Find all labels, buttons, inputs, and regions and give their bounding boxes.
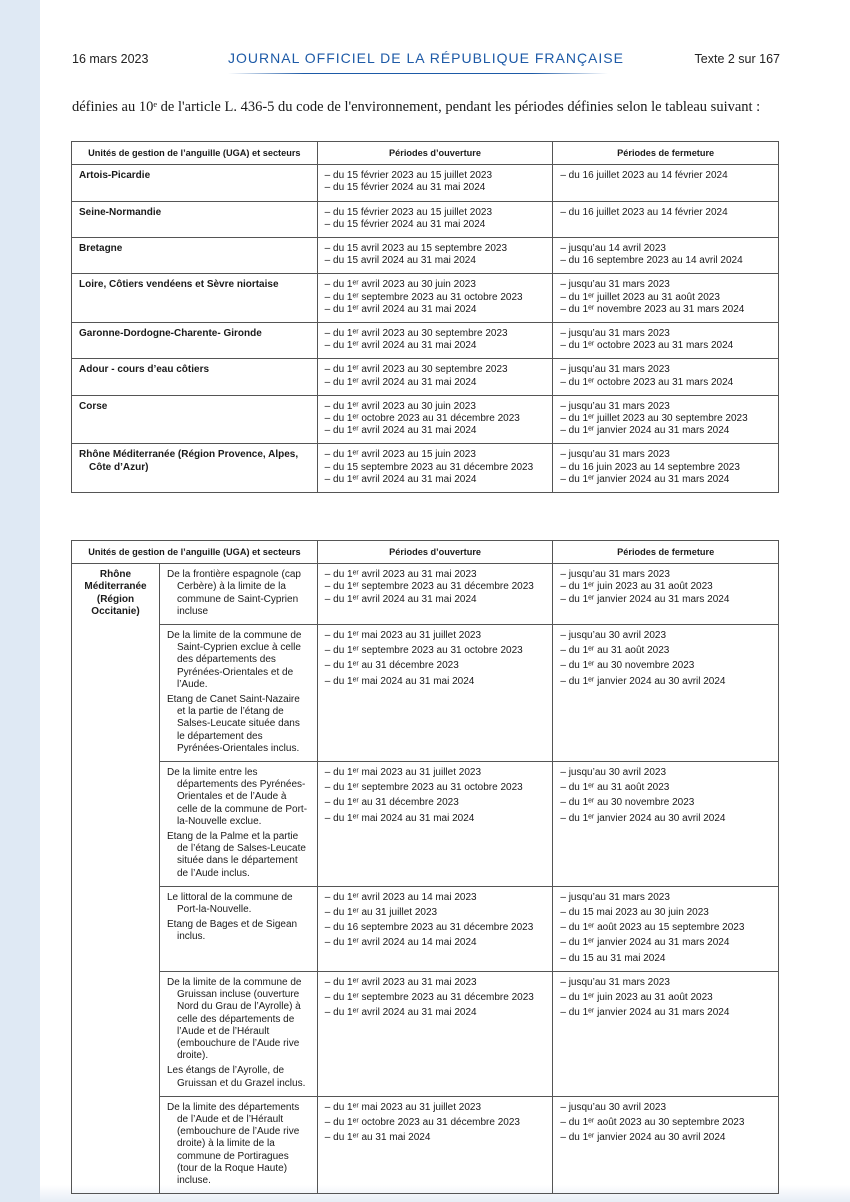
period-line: – du 1ᵉʳ mai 2024 au 31 mai 2024 (324, 675, 475, 687)
table-row (72, 323, 779, 359)
period-line: – du 15 février 2024 au 31 mai 2024 (324, 182, 486, 194)
closing-periods-cell (553, 564, 779, 625)
header-rule (228, 73, 608, 74)
opening-periods-cell (317, 238, 553, 274)
opening-periods-cell (317, 1096, 553, 1193)
table-row (72, 625, 779, 762)
period-line: – du 1ᵉʳ avril 2024 au 31 mai 2024 (324, 376, 477, 388)
opening-periods-cell (317, 201, 553, 237)
period-line: – jusqu’au 30 avril 2023 (560, 767, 667, 779)
period-line: – du 1ᵉʳ avril 2024 au 31 mai 2024 (324, 303, 477, 315)
period-line: – du 1ᵉʳ juin 2023 au 31 août 2023 (560, 992, 713, 1004)
closing-periods-cell (553, 886, 779, 971)
unit-name: Adour - cours d’eau côtiers (79, 364, 210, 376)
table-row (72, 886, 779, 971)
sector-description: De la limite des départements de l’Aude et de l’Hérault (embouchure de l’Aude rive droite) à la limite de la commune de Portiragues (tour de la Roque Haute) incluse. (166, 1101, 300, 1186)
period-line: – du 1ᵉʳ mai 2024 au 31 mai 2024 (324, 812, 475, 824)
period-line: – jusqu’au 30 avril 2023 (560, 630, 667, 642)
period-line: – du 1ᵉʳ janvier 2024 au 31 mars 2024 (560, 593, 730, 605)
period-line: – du 15 au 31 mai 2024 (560, 952, 666, 964)
sector-description: De la frontière espagnole (cap Cerbère) à la limite de la commune de Saint-Cyprien incluse (166, 569, 301, 617)
unit-name: Rhône Méditerranée (Région Provence, Alpes, Côte d’Azur) (79, 449, 299, 473)
unit-cell (72, 444, 318, 493)
closing-periods-cell (553, 165, 779, 201)
unit-name: Seine-Normandie (79, 206, 162, 218)
opening-periods-cell (317, 395, 553, 444)
period-line: – du 15 février 2023 au 15 juillet 2023 (324, 206, 493, 218)
period-line: – du 1ᵉʳ au 31 août 2023 (560, 645, 670, 657)
period-line: – du 15 mai 2023 au 30 juin 2023 (560, 907, 709, 919)
period-line: – du 1ᵉʳ juin 2023 au 31 août 2023 (560, 581, 713, 593)
period-line: – du 1ᵉʳ août 2023 au 15 septembre 2023 (560, 922, 745, 934)
period-line: – du 15 février 2024 au 31 mai 2024 (324, 218, 486, 230)
header-date: 16 mars 2023 (72, 52, 149, 66)
table-uga-2 (71, 540, 779, 1194)
sector-cell (159, 886, 317, 971)
opening-periods-cell (317, 625, 553, 762)
period-line: – du 1ᵉʳ septembre 2023 au 31 octobre 2023 (324, 782, 523, 794)
period-line: – du 1ᵉʳ septembre 2023 au 31 octobre 2023 (324, 291, 523, 303)
opening-periods-cell (317, 359, 553, 395)
sector-cell (159, 971, 317, 1096)
period-line: – jusqu’au 31 mars 2023 (560, 364, 670, 376)
unit-name: Artois-Picardie (79, 170, 151, 182)
page-header (72, 50, 780, 72)
closing-periods-cell (553, 201, 779, 237)
table-uga-1-body (72, 165, 779, 493)
period-line: – du 1ᵉʳ avril 2024 au 31 mai 2024 (324, 425, 477, 437)
period-line: – du 1ᵉʳ janvier 2024 au 31 mars 2024 (560, 1007, 730, 1019)
period-line: – du 1ᵉʳ avril 2023 au 30 juin 2023 (324, 279, 476, 291)
opening-periods-cell (317, 165, 553, 201)
opening-periods-cell (317, 971, 553, 1096)
period-line: – du 16 septembre 2023 au 14 avril 2024 (560, 255, 743, 267)
closing-periods-cell (553, 323, 779, 359)
period-line: – du 16 juillet 2023 au 14 février 2024 (560, 170, 728, 182)
unit-cell (72, 165, 318, 201)
period-line: – du 1ᵉʳ au 31 août 2023 (560, 782, 670, 794)
col-header-units: Unités de gestion de l’anguille (UGA) et secteurs (72, 541, 318, 564)
table-row (72, 274, 779, 323)
table-row (72, 444, 779, 493)
period-line: – du 1ᵉʳ août 2023 au 30 septembre 2023 (560, 1116, 745, 1128)
table-row (72, 238, 779, 274)
table-header-row (72, 541, 779, 564)
period-line: – du 1ᵉʳ avril 2024 au 31 mai 2024 (324, 340, 477, 352)
table-row (72, 165, 779, 201)
unit-cell (72, 395, 318, 444)
sector-description: Le littoral de la commune de Port-la-Nouvelle. (166, 891, 293, 916)
opening-periods-cell (317, 762, 553, 887)
period-line: – du 1ᵉʳ septembre 2023 au 31 décembre 2023 (324, 581, 534, 593)
period-line: – du 1ᵉʳ avril 2023 au 31 mai 2023 (324, 976, 477, 988)
period-line: – du 1ᵉʳ janvier 2024 au 30 avril 2024 (560, 1132, 726, 1144)
unit-cell (72, 201, 318, 237)
sector-description: Les étangs de l’Ayrolle, de Gruissan et du Grazel inclus. (166, 1065, 306, 1089)
period-line: – du 1ᵉʳ au 31 mai 2024 (324, 1132, 431, 1144)
sector-cell (159, 1096, 317, 1193)
period-line: – du 1ᵉʳ avril 2023 au 31 mai 2023 (324, 569, 477, 581)
period-line: – du 1ᵉʳ au 31 juillet 2023 (324, 907, 438, 919)
period-line: – du 1ᵉʳ octobre 2023 au 31 mars 2024 (560, 340, 734, 352)
period-line: – du 1ᵉʳ janvier 2024 au 30 avril 2024 (560, 675, 726, 687)
col-header-opening: Périodes d’ouverture (317, 142, 553, 165)
period-line: – du 1ᵉʳ avril 2024 au 31 mai 2024 (324, 473, 477, 485)
period-line: – du 1ᵉʳ janvier 2024 au 31 mars 2024 (560, 473, 730, 485)
period-line: – du 1ᵉʳ octobre 2023 au 31 décembre 2023 (324, 1116, 520, 1128)
period-line: – du 1ᵉʳ avril 2024 au 14 mai 2024 (324, 937, 477, 949)
opening-periods-cell (317, 564, 553, 625)
period-line: – jusqu’au 31 mars 2023 (560, 279, 670, 291)
sector-cell (159, 625, 317, 762)
table-row (72, 359, 779, 395)
period-line: – du 1ᵉʳ avril 2023 au 30 juin 2023 (324, 400, 476, 412)
closing-periods-cell (553, 274, 779, 323)
period-line: – du 1ᵉʳ octobre 2023 au 31 mars 2024 (560, 376, 734, 388)
period-line: – du 1ᵉʳ au 31 décembre 2023 (324, 797, 459, 809)
text-number: Texte 2 sur 167 (694, 52, 780, 66)
period-line: – du 15 septembre 2023 au 31 décembre 2023 (324, 461, 534, 473)
period-line: – du 15 avril 2023 au 15 septembre 2023 (324, 243, 508, 255)
period-line: – du 1ᵉʳ janvier 2024 au 31 mars 2024 (560, 425, 730, 437)
col-header-opening: Périodes d’ouverture (317, 541, 553, 564)
unit-cell (72, 323, 318, 359)
table-row (72, 395, 779, 444)
table-row (72, 201, 779, 237)
period-line: – du 1ᵉʳ septembre 2023 au 31 octobre 2023 (324, 645, 523, 657)
closing-periods-cell (553, 238, 779, 274)
opening-periods-cell (317, 274, 553, 323)
period-line: – du 1ᵉʳ au 30 novembre 2023 (560, 660, 695, 672)
sector-description: De la limite de la commune de Gruissan incluse (ouverture Nord du Grau de l’Ayrolle) à celle des départements de l’Aude et de l’Hérault (embouchure de l’Aude rive droite). (166, 976, 302, 1062)
col-header-units: Unités de gestion de l’anguille (UGA) et secteurs (72, 142, 318, 165)
unit-name: Corse (79, 400, 108, 412)
unit-name: Rhône Méditerranée (Région Occitanie) (84, 569, 147, 617)
unit-cell (72, 359, 318, 395)
period-line: – du 1ᵉʳ juillet 2023 au 30 septembre 2023 (560, 413, 748, 425)
table-row (72, 971, 779, 1096)
period-line: – jusqu’au 31 mars 2023 (560, 891, 670, 903)
intro-paragraph: définies au 10ᵉ de l'article L. 436-5 du code de l'environnement, pendant les périodes définies selon le tableau suivant : (72, 99, 761, 115)
sector-description: De la limite entre les départements des Pyrénées-Orientales et de l’Aude à celle de la commune de Port-la-Nouvelle exclue. (166, 767, 308, 827)
table-row (72, 1096, 779, 1193)
period-line: – jusqu’au 30 avril 2023 (560, 1101, 667, 1113)
period-line: – du 1ᵉʳ avril 2023 au 15 juin 2023 (324, 449, 476, 461)
unit-cell (72, 564, 160, 1194)
period-line: – du 1ᵉʳ octobre 2023 au 31 décembre 2023 (324, 413, 520, 425)
col-header-closing: Périodes de fermeture (553, 142, 779, 165)
table-uga-1 (71, 141, 779, 493)
period-line: – du 1ᵉʳ avril 2023 au 14 mai 2023 (324, 891, 477, 903)
period-line: – du 16 septembre 2023 au 31 décembre 2023 (324, 922, 534, 934)
sector-description: Etang de Canet Saint-Nazaire et la partie de l’étang de Salses-Leucate située dans le département des Pyrénées-Orientales inclus. (166, 694, 300, 754)
opening-periods-cell (317, 444, 553, 493)
period-line: – du 1ᵉʳ au 30 novembre 2023 (560, 797, 695, 809)
period-line: – du 1ᵉʳ mai 2023 au 31 juillet 2023 (324, 767, 482, 779)
period-line: – du 1ᵉʳ avril 2024 au 31 mai 2024 (324, 1007, 477, 1019)
period-line: – jusqu’au 31 mars 2023 (560, 449, 670, 461)
journal-title: JOURNAL OFFICIEL DE LA RÉPUBLIQUE FRANÇAISE (228, 50, 624, 66)
closing-periods-cell (553, 359, 779, 395)
sector-cell (159, 762, 317, 887)
period-line: – jusqu’au 31 mars 2023 (560, 328, 670, 340)
period-line: – du 15 février 2023 au 15 juillet 2023 (324, 170, 493, 182)
period-line: – du 1ᵉʳ mai 2023 au 31 juillet 2023 (324, 630, 482, 642)
period-line: – du 1ᵉʳ janvier 2024 au 31 mars 2024 (560, 937, 730, 949)
unit-name: Loire, Côtiers vendéens et Sèvre niortaise (79, 279, 279, 291)
period-line: – du 1ᵉʳ avril 2023 au 30 septembre 2023 (324, 364, 508, 376)
period-line: – jusqu’au 31 mars 2023 (560, 400, 670, 412)
unit-name: Bretagne (79, 243, 123, 255)
period-line: – jusqu’au 31 mars 2023 (560, 569, 670, 581)
period-line: – du 16 juillet 2023 au 14 février 2024 (560, 206, 728, 218)
opening-periods-cell (317, 323, 553, 359)
sector-description: Etang de Bages et de Sigean inclus. (166, 919, 298, 943)
period-line: – du 1ᵉʳ mai 2023 au 31 juillet 2023 (324, 1101, 482, 1113)
table-uga-2-body (72, 564, 779, 1194)
unit-cell (72, 274, 318, 323)
table-row (72, 762, 779, 887)
closing-periods-cell (553, 625, 779, 762)
unit-cell (72, 238, 318, 274)
period-line: – du 1ᵉʳ avril 2024 au 31 mai 2024 (324, 593, 477, 605)
period-line: – jusqu’au 14 avril 2023 (560, 243, 666, 255)
period-line: – du 1ᵉʳ janvier 2024 au 30 avril 2024 (560, 812, 726, 824)
period-line: – du 16 juin 2023 au 14 septembre 2023 (560, 461, 740, 473)
unit-name: Garonne-Dordogne-Charente- Gironde (79, 328, 262, 340)
period-line: – du 1ᵉʳ au 31 décembre 2023 (324, 660, 459, 672)
sector-cell (159, 564, 317, 625)
period-line: – du 1ᵉʳ novembre 2023 au 31 mars 2024 (560, 303, 745, 315)
period-line: – du 1ᵉʳ avril 2023 au 30 septembre 2023 (324, 328, 508, 340)
opening-periods-cell (317, 886, 553, 971)
closing-periods-cell (553, 444, 779, 493)
closing-periods-cell (553, 1096, 779, 1193)
period-line: – du 1ᵉʳ septembre 2023 au 31 décembre 2023 (324, 992, 534, 1004)
closing-periods-cell (553, 395, 779, 444)
table-header-row (72, 142, 779, 165)
sector-description: De la limite de la commune de Saint-Cyprien exclue à celle des départements des Pyrénées-Orientales et de l’Aude. (166, 630, 302, 690)
period-line: – jusqu’au 31 mars 2023 (560, 976, 670, 988)
period-line: – du 1ᵉʳ juillet 2023 au 31 août 2023 (560, 291, 720, 303)
period-line: – du 15 avril 2024 au 31 mai 2024 (324, 255, 476, 267)
closing-periods-cell (553, 971, 779, 1096)
col-header-closing: Périodes de fermeture (553, 541, 779, 564)
closing-periods-cell (553, 762, 779, 887)
sector-description: Etang de la Palme et la partie de l’étang de Salses-Leucate située dans le département de l’Aude inclus. (166, 831, 306, 879)
table-row (72, 564, 779, 625)
